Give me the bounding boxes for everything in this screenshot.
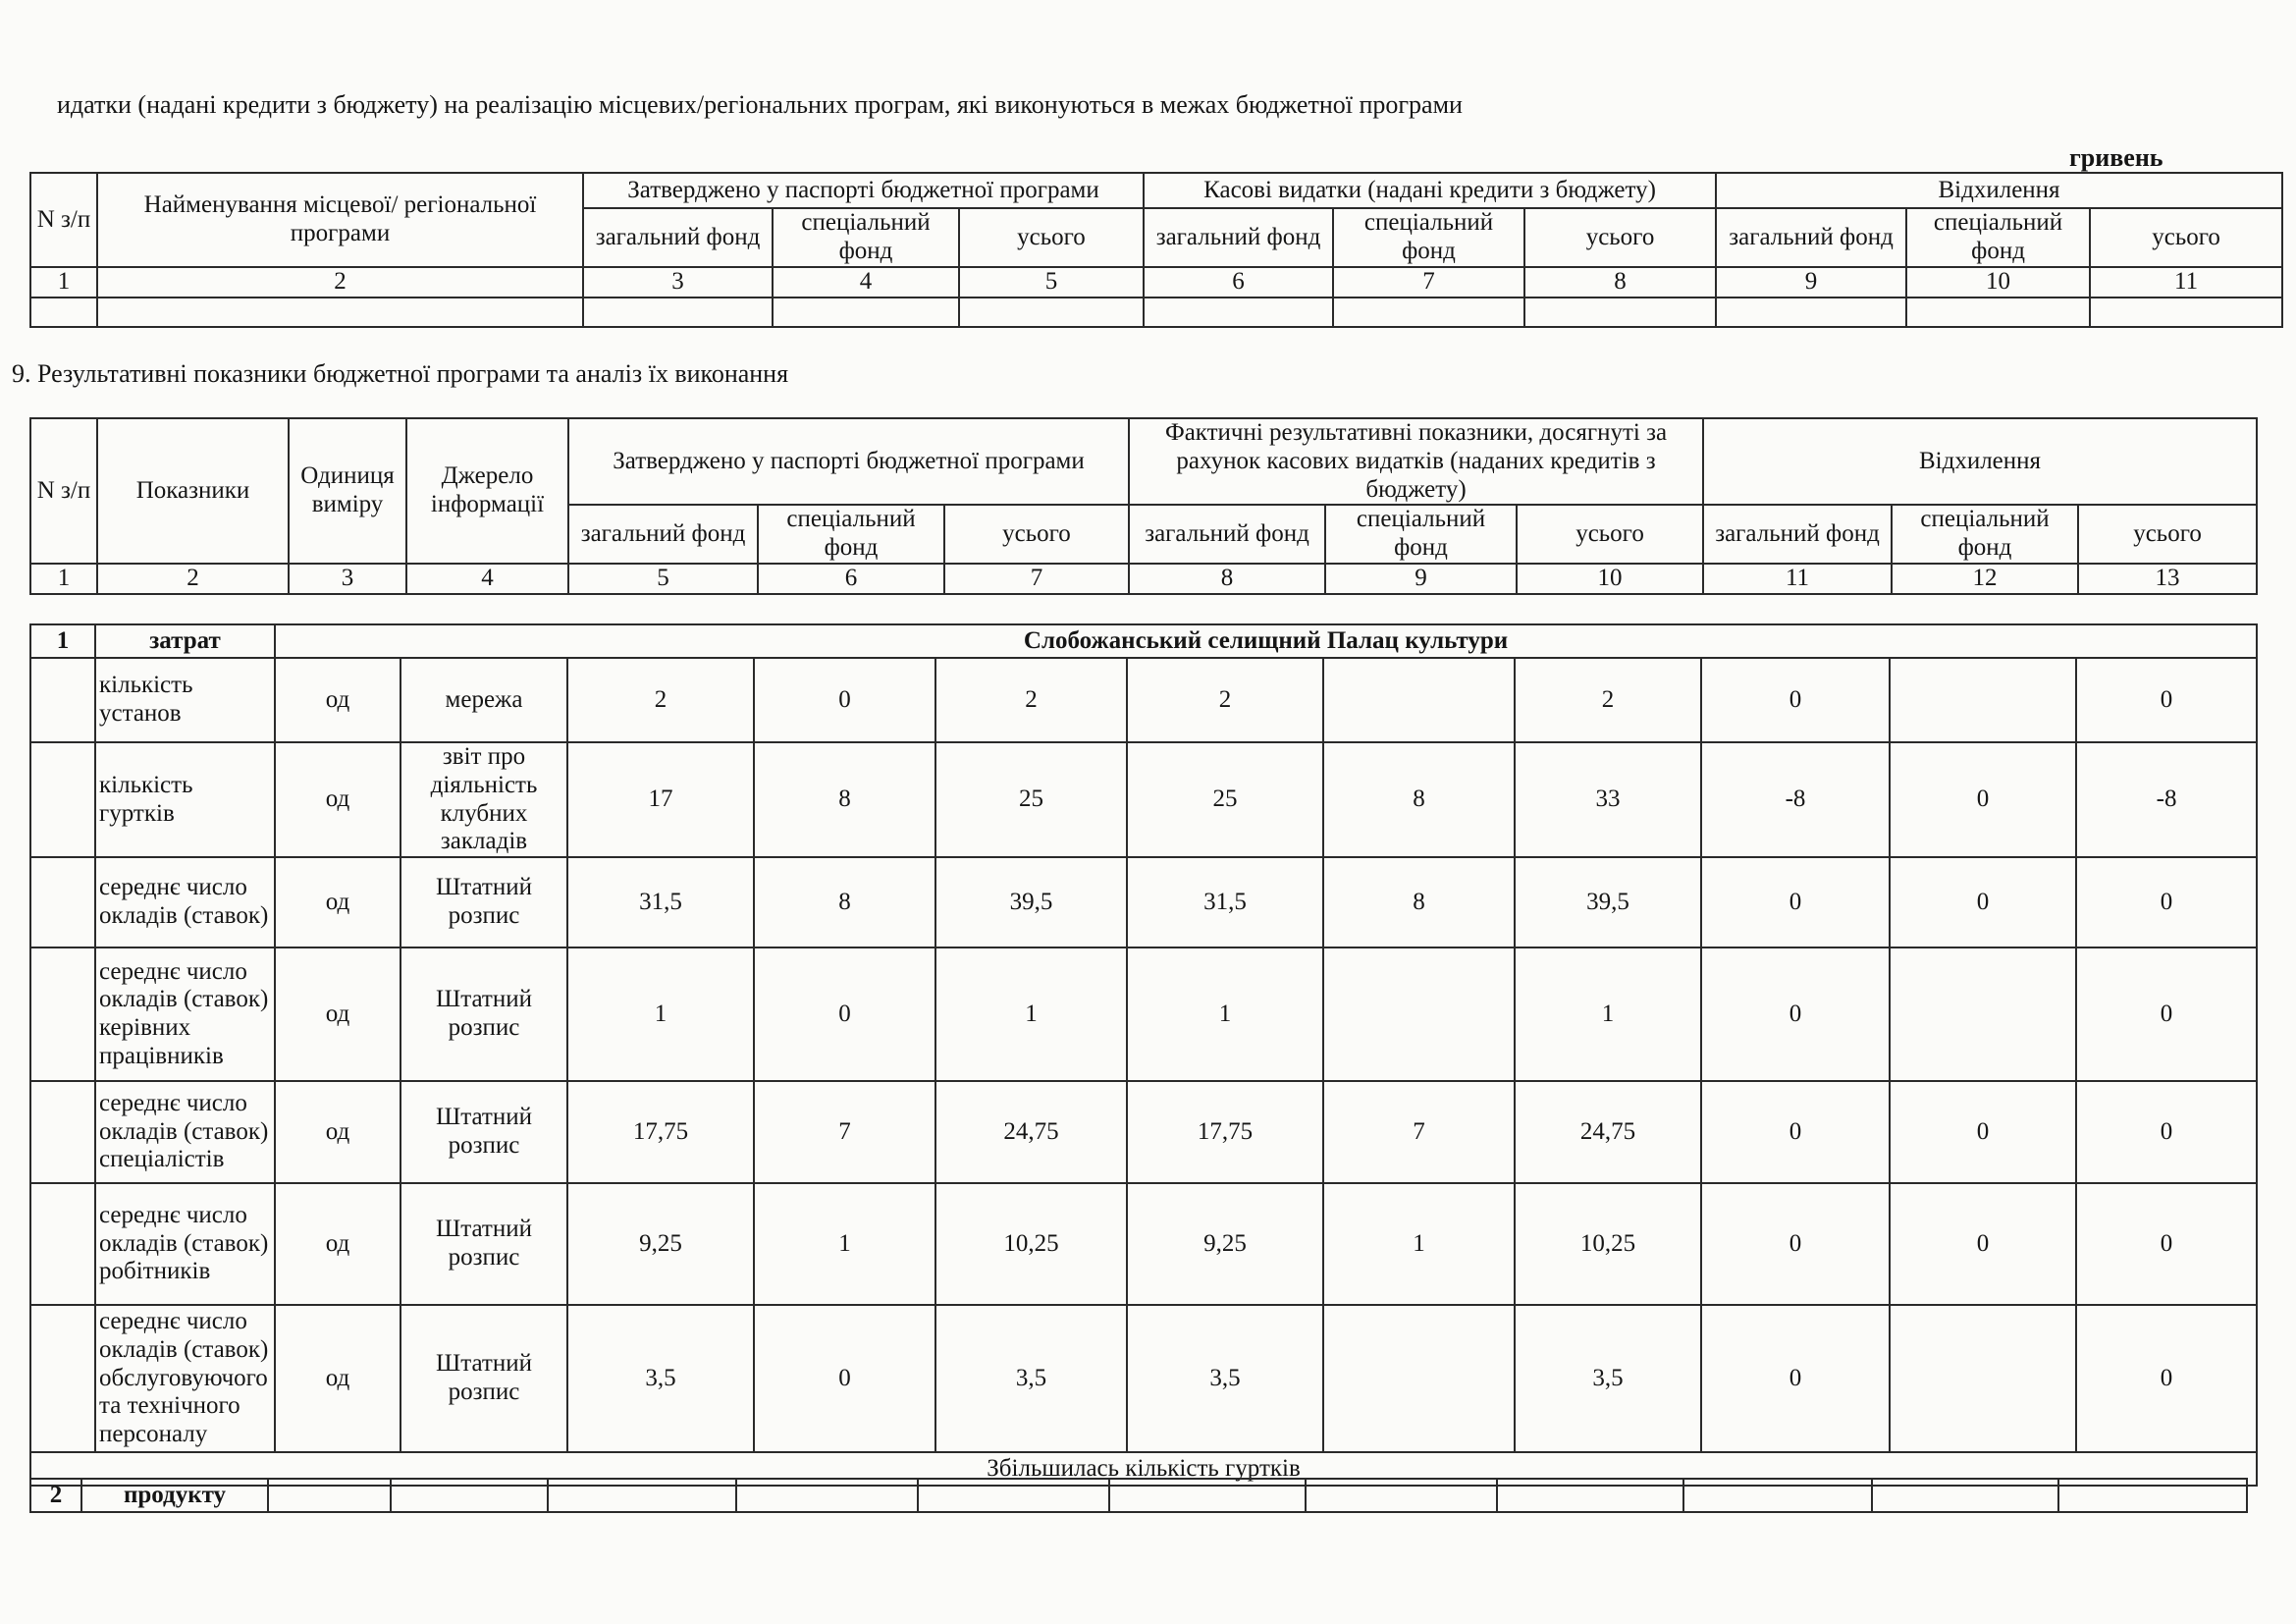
indicator-source: мережа <box>400 658 567 742</box>
col-num: 7 <box>944 564 1129 594</box>
group-row-product <box>30 1479 2247 1512</box>
header-actual: Фактичні результативні показники, досягнуті за рахунок касових видатків (наданих кредитів з бюджету) <box>1129 418 1703 505</box>
indicator-name: середнє число окладів (ставок) керівних працівників <box>95 947 275 1081</box>
value-cell <box>1323 658 1515 742</box>
column-number-row <box>30 564 2257 594</box>
header-general: загальний фонд <box>568 505 758 564</box>
value-cell: 8 <box>1323 742 1515 857</box>
value-cell: 0 <box>1701 947 1890 1081</box>
value-cell: 33 <box>1515 742 1701 857</box>
table-row <box>30 1081 2257 1183</box>
col-num: 13 <box>2078 564 2257 594</box>
col-num: 9 <box>1325 564 1517 594</box>
value-cell: 0 <box>754 947 935 1081</box>
value-cell: 39,5 <box>935 857 1127 947</box>
indicator-name: середнє число окладів (ставок) спеціалістів <box>95 1081 275 1183</box>
header-deviation: Відхилення <box>1703 418 2257 505</box>
table-row <box>30 1183 2257 1305</box>
value-cell <box>1323 947 1515 1081</box>
table-row <box>30 947 2257 1081</box>
group-row-costs <box>30 624 2257 658</box>
section9-header-table <box>29 417 2258 595</box>
header-num: N з/п <box>30 418 97 564</box>
value-cell: 10,25 <box>1515 1183 1701 1305</box>
col-num: 11 <box>2090 267 2282 298</box>
value-cell: 0 <box>2076 1305 2257 1452</box>
value-cell: 3,5 <box>567 1305 754 1452</box>
value-cell: 0 <box>2076 658 2257 742</box>
value-cell: 9,25 <box>1127 1183 1323 1305</box>
indicator-source: Штатний розпис <box>400 857 567 947</box>
indicator-name: середнє число окладів (ставок) <box>95 857 275 947</box>
value-cell: 24,75 <box>935 1081 1127 1183</box>
indicator-source: Штатний розпис <box>400 1305 567 1452</box>
indicator-name: середнє число окладів (ставок) обслуговуючого та технічного персоналу <box>95 1305 275 1452</box>
section9-body-table <box>29 623 2258 1487</box>
header-total: усього <box>2078 505 2257 564</box>
value-cell: 3,5 <box>1515 1305 1701 1452</box>
indicator-unit: од <box>275 857 400 947</box>
table-row <box>30 742 2257 857</box>
value-cell: 0 <box>1701 658 1890 742</box>
value-cell: 1 <box>567 947 754 1081</box>
value-cell: 3,5 <box>935 1305 1127 1452</box>
value-cell: 0 <box>1890 1081 2076 1183</box>
indicator-name: кількість гуртків <box>95 742 275 857</box>
indicator-name: кількість установ <box>95 658 275 742</box>
section8-title: идатки (надані кредити з бюджету) на реалізацію місцевих/регіональних програм, які виконуються в межах бюджетної програми <box>57 90 1463 119</box>
col-num: 10 <box>1906 267 2090 298</box>
value-cell: 3,5 <box>1127 1305 1323 1452</box>
header-special: спеціальний фонд <box>1892 505 2078 564</box>
col-num: 2 <box>97 267 583 298</box>
col-num: 1 <box>30 267 97 298</box>
header-deviation: Відхилення <box>1716 173 2282 208</box>
value-cell: 8 <box>1323 857 1515 947</box>
value-cell: 25 <box>935 742 1127 857</box>
value-cell: 0 <box>1701 1081 1890 1183</box>
value-cell: 1 <box>1127 947 1323 1081</box>
value-cell: 0 <box>754 658 935 742</box>
col-num: 2 <box>97 564 289 594</box>
header-general: загальний фонд <box>1716 208 1906 267</box>
value-cell: 0 <box>2076 1081 2257 1183</box>
value-cell <box>1890 658 2076 742</box>
col-num: 9 <box>1716 267 1906 298</box>
table-row <box>30 857 2257 947</box>
value-cell: 0 <box>2076 857 2257 947</box>
indicator-unit: од <box>275 658 400 742</box>
value-cell <box>1890 947 2076 1081</box>
group-num: 2 <box>30 1479 81 1512</box>
value-cell: 31,5 <box>567 857 754 947</box>
header-general: загальний фонд <box>583 208 773 267</box>
indicator-source: Штатний розпис <box>400 947 567 1081</box>
col-num: 3 <box>583 267 773 298</box>
col-num: 6 <box>1144 267 1333 298</box>
col-num: 3 <box>289 564 406 594</box>
header-total: усього <box>1517 505 1703 564</box>
indicator-name: середнє число окладів (ставок) робітників <box>95 1183 275 1305</box>
col-num: 7 <box>1333 267 1524 298</box>
value-cell: 0 <box>1890 1183 2076 1305</box>
indicator-unit: од <box>275 947 400 1081</box>
value-cell: -8 <box>2076 742 2257 857</box>
section9-title: 9. Результативні показники бюджетної програми та аналіз їх виконання <box>12 359 789 388</box>
value-cell: 0 <box>1701 1183 1890 1305</box>
col-num: 5 <box>568 564 758 594</box>
col-num: 6 <box>758 564 944 594</box>
value-cell: 8 <box>754 742 935 857</box>
currency-unit: гривень <box>2069 143 2163 172</box>
header-general: загальний фонд <box>1144 208 1333 267</box>
header-special: спеціальний фонд <box>1325 505 1517 564</box>
value-cell: 10,25 <box>935 1183 1127 1305</box>
header-total: усього <box>959 208 1144 267</box>
indicator-unit: од <box>275 1305 400 1452</box>
header-special: спеціальний фонд <box>773 208 959 267</box>
value-cell: 31,5 <box>1127 857 1323 947</box>
value-cell: 8 <box>754 857 935 947</box>
header-total: усього <box>1524 208 1716 267</box>
value-cell: 24,75 <box>1515 1081 1701 1183</box>
indicator-source: Штатний розпис <box>400 1081 567 1183</box>
value-cell <box>1890 1305 2076 1452</box>
group-name: затрат <box>95 624 275 658</box>
value-cell: 2 <box>935 658 1127 742</box>
value-cell: 7 <box>1323 1081 1515 1183</box>
value-cell: 9,25 <box>567 1183 754 1305</box>
table-row <box>30 658 2257 742</box>
institution-title: Слобожанський селищний Палац культури <box>275 624 2257 658</box>
header-approved: Затверджено у паспорті бюджетної програми <box>583 173 1144 208</box>
value-cell: 2 <box>1127 658 1323 742</box>
col-num: 4 <box>773 267 959 298</box>
table-row <box>30 1305 2257 1452</box>
section9-product-table <box>29 1478 2248 1513</box>
group-name: продукту <box>81 1479 268 1512</box>
col-num: 12 <box>1892 564 2078 594</box>
header-general: загальний фонд <box>1129 505 1325 564</box>
header-total: усього <box>2090 208 2282 267</box>
group-num: 1 <box>30 624 95 658</box>
col-num: 10 <box>1517 564 1703 594</box>
col-num: 8 <box>1129 564 1325 594</box>
header-general: загальний фонд <box>1703 505 1892 564</box>
value-cell: 0 <box>1890 857 2076 947</box>
indicator-unit: од <box>275 742 400 857</box>
col-num: 1 <box>30 564 97 594</box>
value-cell: 1 <box>935 947 1127 1081</box>
header-cash: Касові видатки (надані кредити з бюджету) <box>1144 173 1716 208</box>
header-num: N з/п <box>30 173 97 267</box>
header-special: спеціальний фонд <box>758 505 944 564</box>
value-cell: -8 <box>1701 742 1890 857</box>
empty-row <box>30 298 2282 327</box>
indicator-source: звіт про діяльність клубних закладів <box>400 742 567 857</box>
value-cell: 2 <box>1515 658 1701 742</box>
header-program-name: Найменування місцевої/ регіональної програми <box>97 173 583 267</box>
value-cell: 1 <box>754 1183 935 1305</box>
indicator-unit: од <box>275 1183 400 1305</box>
value-cell: 25 <box>1127 742 1323 857</box>
value-cell <box>1323 1305 1515 1452</box>
value-cell: 17 <box>567 742 754 857</box>
value-cell: 39,5 <box>1515 857 1701 947</box>
col-num: 5 <box>959 267 1144 298</box>
value-cell: 2 <box>567 658 754 742</box>
indicator-source: Штатний розпис <box>400 1183 567 1305</box>
header-unit: Одиниця виміру <box>289 418 406 564</box>
value-cell: 0 <box>2076 947 2257 1081</box>
col-num: 11 <box>1703 564 1892 594</box>
value-cell: 17,75 <box>1127 1081 1323 1183</box>
col-num: 8 <box>1524 267 1716 298</box>
section8-table <box>29 172 2283 328</box>
value-cell: 1 <box>1515 947 1701 1081</box>
value-cell: 17,75 <box>567 1081 754 1183</box>
value-cell: 0 <box>2076 1183 2257 1305</box>
header-source: Джерело інформації <box>406 418 568 564</box>
header-approved: Затверджено у паспорті бюджетної програми <box>568 418 1129 505</box>
value-cell: 7 <box>754 1081 935 1183</box>
value-cell: 1 <box>1323 1183 1515 1305</box>
header-special: спеціальний фонд <box>1333 208 1524 267</box>
header-indicators: Показники <box>97 418 289 564</box>
header-total: усього <box>944 505 1129 564</box>
col-num: 4 <box>406 564 568 594</box>
value-cell: 0 <box>1890 742 2076 857</box>
value-cell: 0 <box>1701 857 1890 947</box>
value-cell: 0 <box>754 1305 935 1452</box>
value-cell: 0 <box>1701 1305 1890 1452</box>
group-note: Збільшилась кількість гуртків <box>30 1452 2257 1486</box>
column-number-row <box>30 267 2282 298</box>
header-special: спеціальний фонд <box>1906 208 2090 267</box>
indicator-unit: од <box>275 1081 400 1183</box>
